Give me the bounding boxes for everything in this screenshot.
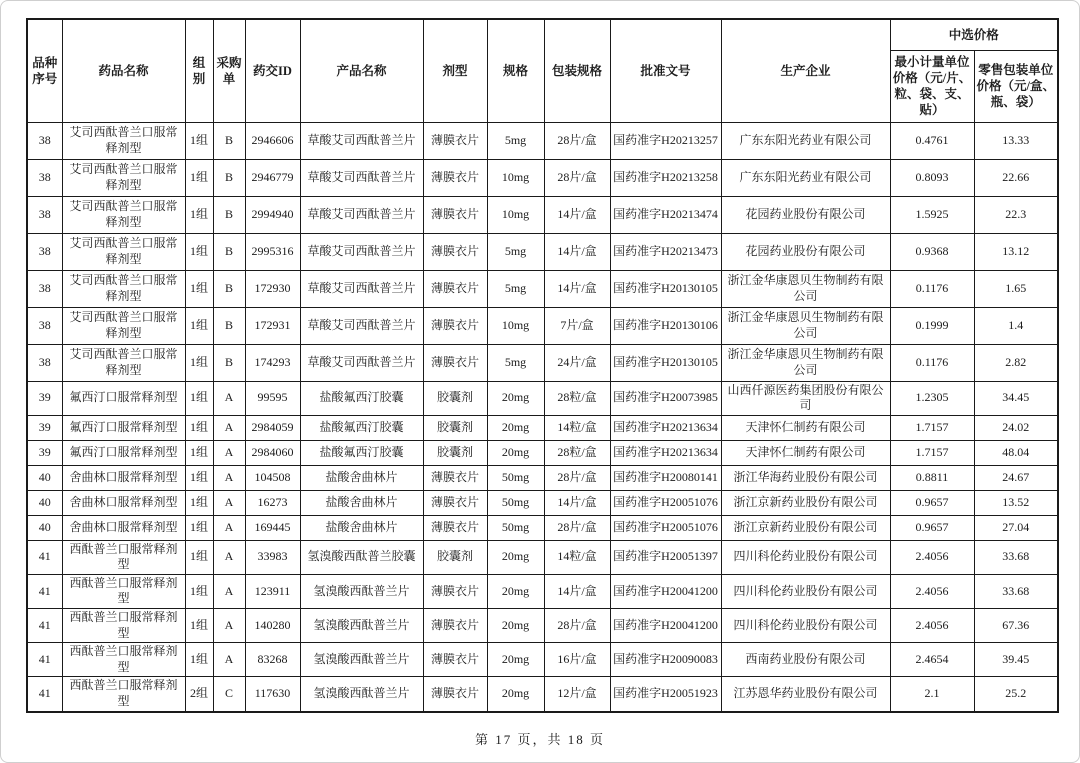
cell-dosage_form: 薄膜衣片 [423,465,487,490]
cell-spec: 20mg [487,381,544,415]
cell-approval_no: 国药准字H20213258 [610,159,721,196]
cell-exchange_id: 83268 [245,643,300,677]
cell-exchange_id: 104508 [245,465,300,490]
cell-product_name: 盐酸氟西汀胶囊 [300,381,423,415]
table-row [27,196,1058,233]
cell-drug_name: 艾司西酞普兰口服常释剂型 [62,122,185,159]
table-row [27,574,1058,608]
header-retail-pack-price: 零售包装单位价格（元/盒、瓶、袋） [974,50,1058,122]
cell-product_name: 盐酸氟西汀胶囊 [300,415,423,440]
cell-pack_spec: 14粒/盒 [544,415,610,440]
cell-min_unit_price: 0.1176 [890,344,974,381]
cell-spec: 5mg [487,270,544,307]
table-row [27,233,1058,270]
header-manufacturer: 生产企业 [721,19,890,122]
cell-manufacturer: 江苏恩华药业股份有限公司 [721,677,890,712]
table-row [27,307,1058,344]
cell-seq: 39 [27,440,62,465]
cell-drug_name: 艾司西酞普兰口服常释剂型 [62,270,185,307]
cell-spec: 50mg [487,515,544,540]
cell-min_unit_price: 1.5925 [890,196,974,233]
cell-manufacturer: 浙江京新药业股份有限公司 [721,490,890,515]
cell-retail_pack_price: 13.33 [974,122,1058,159]
cell-manufacturer: 浙江京新药业股份有限公司 [721,515,890,540]
cell-pack_spec: 28片/盒 [544,515,610,540]
header-group: 组别 [185,19,213,122]
cell-min_unit_price: 2.4654 [890,643,974,677]
cell-purchase_list: B [213,196,245,233]
cell-pack_spec: 24片/盒 [544,344,610,381]
cell-spec: 20mg [487,643,544,677]
cell-group: 1组 [185,515,213,540]
cell-approval_no: 国药准字H20051397 [610,540,721,574]
table-row [27,677,1058,712]
cell-pack_spec: 28片/盒 [544,122,610,159]
cell-approval_no: 国药准字H20051923 [610,677,721,712]
cell-retail_pack_price: 22.66 [974,159,1058,196]
cell-manufacturer: 四川科伦药业股份有限公司 [721,574,890,608]
cell-product_name: 草酸艾司西酞普兰片 [300,307,423,344]
cell-pack_spec: 28粒/盒 [544,440,610,465]
cell-group: 1组 [185,307,213,344]
cell-dosage_form: 薄膜衣片 [423,196,487,233]
cell-drug_name: 氟西汀口服常释剂型 [62,415,185,440]
cell-exchange_id: 2994940 [245,196,300,233]
cell-dosage_form: 薄膜衣片 [423,233,487,270]
cell-dosage_form: 薄膜衣片 [423,609,487,643]
cell-manufacturer: 四川科伦药业股份有限公司 [721,540,890,574]
cell-group: 1组 [185,196,213,233]
cell-drug_name: 艾司西酞普兰口服常释剂型 [62,233,185,270]
cell-spec: 50mg [487,465,544,490]
table-row [27,609,1058,643]
cell-product_name: 盐酸舍曲林片 [300,490,423,515]
cell-purchase_list: B [213,233,245,270]
cell-pack_spec: 16片/盒 [544,643,610,677]
cell-approval_no: 国药准字H20213634 [610,440,721,465]
cell-approval_no: 国药准字H20080141 [610,465,721,490]
cell-retail_pack_price: 2.82 [974,344,1058,381]
cell-group: 1组 [185,643,213,677]
cell-spec: 5mg [487,122,544,159]
cell-seq: 41 [27,540,62,574]
table-row [27,415,1058,440]
cell-group: 1组 [185,490,213,515]
cell-min_unit_price: 0.9368 [890,233,974,270]
cell-retail_pack_price: 24.67 [974,465,1058,490]
cell-dosage_form: 胶囊剂 [423,440,487,465]
cell-pack_spec: 12片/盒 [544,677,610,712]
cell-min_unit_price: 0.9657 [890,515,974,540]
cell-purchase_list: A [213,415,245,440]
cell-drug_name: 西酞普兰口服常释剂型 [62,677,185,712]
cell-exchange_id: 16273 [245,490,300,515]
cell-dosage_form: 胶囊剂 [423,415,487,440]
cell-retail_pack_price: 33.68 [974,540,1058,574]
cell-seq: 41 [27,609,62,643]
header-product-name: 产品名称 [300,19,423,122]
cell-manufacturer: 花园药业股份有限公司 [721,233,890,270]
cell-seq: 38 [27,307,62,344]
header-seq: 品种序号 [27,19,62,122]
cell-spec: 20mg [487,574,544,608]
cell-purchase_list: B [213,344,245,381]
cell-drug_name: 西酞普兰口服常释剂型 [62,643,185,677]
header-spec: 规格 [487,19,544,122]
cell-seq: 40 [27,465,62,490]
cell-purchase_list: A [213,490,245,515]
drug-price-table [26,18,1059,713]
cell-seq: 38 [27,122,62,159]
cell-approval_no: 国药准字H20051076 [610,490,721,515]
cell-group: 1组 [185,609,213,643]
cell-manufacturer: 山西仟源医药集团股份有限公司 [721,381,890,415]
cell-product_name: 氢溴酸西酞普兰胶囊 [300,540,423,574]
cell-min_unit_price: 0.8093 [890,159,974,196]
cell-retail_pack_price: 33.68 [974,574,1058,608]
cell-group: 1组 [185,122,213,159]
cell-group: 1组 [185,465,213,490]
cell-approval_no: 国药准字H20213257 [610,122,721,159]
cell-min_unit_price: 0.1999 [890,307,974,344]
cell-approval_no: 国药准字H20213634 [610,415,721,440]
cell-spec: 50mg [487,490,544,515]
cell-manufacturer: 浙江金华康恩贝生物制药有限公司 [721,344,890,381]
cell-min_unit_price: 2.4056 [890,609,974,643]
table-header [27,19,1058,122]
cell-pack_spec: 14粒/盒 [544,540,610,574]
cell-min_unit_price: 2.4056 [890,540,974,574]
cell-drug_name: 舍曲林口服常释剂型 [62,465,185,490]
cell-group: 1组 [185,440,213,465]
header-min-unit-price: 最小计量单位价格（元/片、粒、袋、支、贴） [890,50,974,122]
cell-retail_pack_price: 27.04 [974,515,1058,540]
cell-seq: 39 [27,415,62,440]
cell-seq: 38 [27,270,62,307]
cell-dosage_form: 薄膜衣片 [423,270,487,307]
cell-approval_no: 国药准字H20073985 [610,381,721,415]
cell-purchase_list: B [213,307,245,344]
table-row [27,540,1058,574]
cell-purchase_list: A [213,515,245,540]
page-number: 第 17 页，共 18 页 [474,732,605,747]
cell-approval_no: 国药准字H20130106 [610,307,721,344]
cell-dosage_form: 薄膜衣片 [423,515,487,540]
cell-spec: 20mg [487,415,544,440]
cell-retail_pack_price: 25.2 [974,677,1058,712]
cell-exchange_id: 140280 [245,609,300,643]
cell-pack_spec: 14片/盒 [544,490,610,515]
cell-manufacturer: 广东东阳光药业有限公司 [721,159,890,196]
cell-min_unit_price: 2.1 [890,677,974,712]
cell-group: 1组 [185,574,213,608]
cell-min_unit_price: 2.4056 [890,574,974,608]
cell-pack_spec: 28片/盒 [544,609,610,643]
cell-product_name: 氢溴酸西酞普兰片 [300,643,423,677]
cell-manufacturer: 天津怀仁制药有限公司 [721,415,890,440]
cell-dosage_form: 薄膜衣片 [423,677,487,712]
cell-seq: 38 [27,233,62,270]
cell-pack_spec: 14片/盒 [544,196,610,233]
cell-exchange_id: 2995316 [245,233,300,270]
table-row [27,122,1058,159]
cell-dosage_form: 胶囊剂 [423,381,487,415]
cell-exchange_id: 2946779 [245,159,300,196]
cell-drug_name: 西酞普兰口服常释剂型 [62,540,185,574]
cell-drug_name: 艾司西酞普兰口服常释剂型 [62,159,185,196]
table-row [27,490,1058,515]
header-exchange-id: 药交ID [245,19,300,122]
cell-product_name: 草酸艾司西酞普兰片 [300,159,423,196]
cell-dosage_form: 薄膜衣片 [423,159,487,196]
cell-product_name: 氢溴酸西酞普兰片 [300,677,423,712]
cell-exchange_id: 123911 [245,574,300,608]
cell-seq: 38 [27,196,62,233]
cell-manufacturer: 西南药业股份有限公司 [721,643,890,677]
header-selected-price-group: 中选价格 [890,19,1058,50]
cell-spec: 20mg [487,677,544,712]
cell-dosage_form: 薄膜衣片 [423,122,487,159]
cell-product_name: 草酸艾司西酞普兰片 [300,270,423,307]
cell-seq: 41 [27,574,62,608]
cell-group: 1组 [185,381,213,415]
cell-exchange_id: 2984060 [245,440,300,465]
cell-seq: 40 [27,515,62,540]
header-pack-spec: 包装规格 [544,19,610,122]
cell-retail_pack_price: 1.65 [974,270,1058,307]
cell-exchange_id: 117630 [245,677,300,712]
table-row [27,643,1058,677]
cell-pack_spec: 14片/盒 [544,574,610,608]
cell-group: 1组 [185,159,213,196]
cell-group: 2组 [185,677,213,712]
cell-spec: 20mg [487,440,544,465]
cell-purchase_list: C [213,677,245,712]
table-row [27,270,1058,307]
cell-drug_name: 西酞普兰口服常释剂型 [62,574,185,608]
cell-exchange_id: 2946606 [245,122,300,159]
cell-product_name: 盐酸氟西汀胶囊 [300,440,423,465]
cell-spec: 10mg [487,159,544,196]
cell-product_name: 草酸艾司西酞普兰片 [300,196,423,233]
cell-drug_name: 西酞普兰口服常释剂型 [62,609,185,643]
cell-purchase_list: A [213,574,245,608]
cell-purchase_list: A [213,643,245,677]
cell-pack_spec: 14片/盒 [544,270,610,307]
cell-pack_spec: 28片/盒 [544,159,610,196]
cell-approval_no: 国药准字H20213473 [610,233,721,270]
cell-spec: 5mg [487,344,544,381]
cell-drug_name: 氟西汀口服常释剂型 [62,440,185,465]
cell-product_name: 盐酸舍曲林片 [300,515,423,540]
cell-retail_pack_price: 67.36 [974,609,1058,643]
cell-drug_name: 舍曲林口服常释剂型 [62,490,185,515]
cell-spec: 10mg [487,307,544,344]
cell-dosage_form: 薄膜衣片 [423,490,487,515]
cell-exchange_id: 172930 [245,270,300,307]
cell-retail_pack_price: 22.3 [974,196,1058,233]
cell-product_name: 氢溴酸西酞普兰片 [300,574,423,608]
cell-retail_pack_price: 24.02 [974,415,1058,440]
cell-seq: 38 [27,344,62,381]
table-row [27,440,1058,465]
cell-drug_name: 艾司西酞普兰口服常释剂型 [62,307,185,344]
cell-pack_spec: 28片/盒 [544,465,610,490]
cell-drug_name: 舍曲林口服常释剂型 [62,515,185,540]
cell-purchase_list: A [213,540,245,574]
cell-group: 1组 [185,540,213,574]
table-row [27,381,1058,415]
cell-purchase_list: A [213,440,245,465]
cell-drug_name: 氟西汀口服常释剂型 [62,381,185,415]
cell-dosage_form: 薄膜衣片 [423,643,487,677]
cell-retail_pack_price: 1.4 [974,307,1058,344]
cell-min_unit_price: 1.2305 [890,381,974,415]
cell-exchange_id: 169445 [245,515,300,540]
cell-purchase_list: B [213,122,245,159]
cell-exchange_id: 33983 [245,540,300,574]
cell-approval_no: 国药准字H20041200 [610,574,721,608]
cell-manufacturer: 广东东阳光药业有限公司 [721,122,890,159]
cell-approval_no: 国药准字H20130105 [610,270,721,307]
table-row [27,515,1058,540]
header-dosage-form: 剂型 [423,19,487,122]
cell-retail_pack_price: 13.52 [974,490,1058,515]
cell-retail_pack_price: 48.04 [974,440,1058,465]
cell-group: 1组 [185,233,213,270]
cell-drug_name: 艾司西酞普兰口服常释剂型 [62,196,185,233]
cell-approval_no: 国药准字H20051076 [610,515,721,540]
header-purchase-list: 采购单 [213,19,245,122]
cell-drug_name: 艾司西酞普兰口服常释剂型 [62,344,185,381]
cell-manufacturer: 天津怀仁制药有限公司 [721,440,890,465]
cell-dosage_form: 薄膜衣片 [423,307,487,344]
cell-seq: 40 [27,490,62,515]
cell-retail_pack_price: 13.12 [974,233,1058,270]
cell-min_unit_price: 0.4761 [890,122,974,159]
cell-spec: 20mg [487,609,544,643]
cell-exchange_id: 174293 [245,344,300,381]
cell-manufacturer: 浙江金华康恩贝生物制药有限公司 [721,307,890,344]
header-approval-no: 批准文号 [610,19,721,122]
cell-spec: 20mg [487,540,544,574]
table-row [27,159,1058,196]
cell-min_unit_price: 1.7157 [890,415,974,440]
cell-dosage_form: 薄膜衣片 [423,344,487,381]
cell-seq: 41 [27,677,62,712]
cell-purchase_list: A [213,465,245,490]
cell-approval_no: 国药准字H20130105 [610,344,721,381]
cell-seq: 38 [27,159,62,196]
cell-group: 1组 [185,270,213,307]
cell-product_name: 草酸艾司西酞普兰片 [300,122,423,159]
cell-approval_no: 国药准字H20041200 [610,609,721,643]
cell-group: 1组 [185,344,213,381]
cell-product_name: 草酸艾司西酞普兰片 [300,233,423,270]
cell-group: 1组 [185,415,213,440]
cell-retail_pack_price: 34.45 [974,381,1058,415]
table-row [27,344,1058,381]
cell-product_name: 盐酸舍曲林片 [300,465,423,490]
cell-manufacturer: 花园药业股份有限公司 [721,196,890,233]
table-row [27,465,1058,490]
cell-manufacturer: 浙江金华康恩贝生物制药有限公司 [721,270,890,307]
cell-dosage_form: 胶囊剂 [423,540,487,574]
cell-dosage_form: 薄膜衣片 [423,574,487,608]
cell-spec: 5mg [487,233,544,270]
cell-exchange_id: 172931 [245,307,300,344]
cell-purchase_list: B [213,159,245,196]
table-body [27,122,1058,712]
cell-pack_spec: 7片/盒 [544,307,610,344]
cell-min_unit_price: 0.8811 [890,465,974,490]
cell-approval_no: 国药准字H20213474 [610,196,721,233]
cell-min_unit_price: 0.9657 [890,490,974,515]
cell-min_unit_price: 0.1176 [890,270,974,307]
cell-manufacturer: 四川科伦药业股份有限公司 [721,609,890,643]
cell-purchase_list: A [213,381,245,415]
cell-approval_no: 国药准字H20090083 [610,643,721,677]
header-drug-name: 药品名称 [62,19,185,122]
cell-product_name: 氢溴酸西酞普兰片 [300,609,423,643]
cell-min_unit_price: 1.7157 [890,440,974,465]
cell-seq: 39 [27,381,62,415]
cell-seq: 41 [27,643,62,677]
cell-purchase_list: A [213,609,245,643]
cell-pack_spec: 14片/盒 [544,233,610,270]
cell-purchase_list: B [213,270,245,307]
cell-product_name: 草酸艾司西酞普兰片 [300,344,423,381]
cell-pack_spec: 28粒/盒 [544,381,610,415]
cell-exchange_id: 2984059 [245,415,300,440]
cell-exchange_id: 99595 [245,381,300,415]
cell-manufacturer: 浙江华海药业股份有限公司 [721,465,890,490]
cell-retail_pack_price: 39.45 [974,643,1058,677]
cell-spec: 10mg [487,196,544,233]
